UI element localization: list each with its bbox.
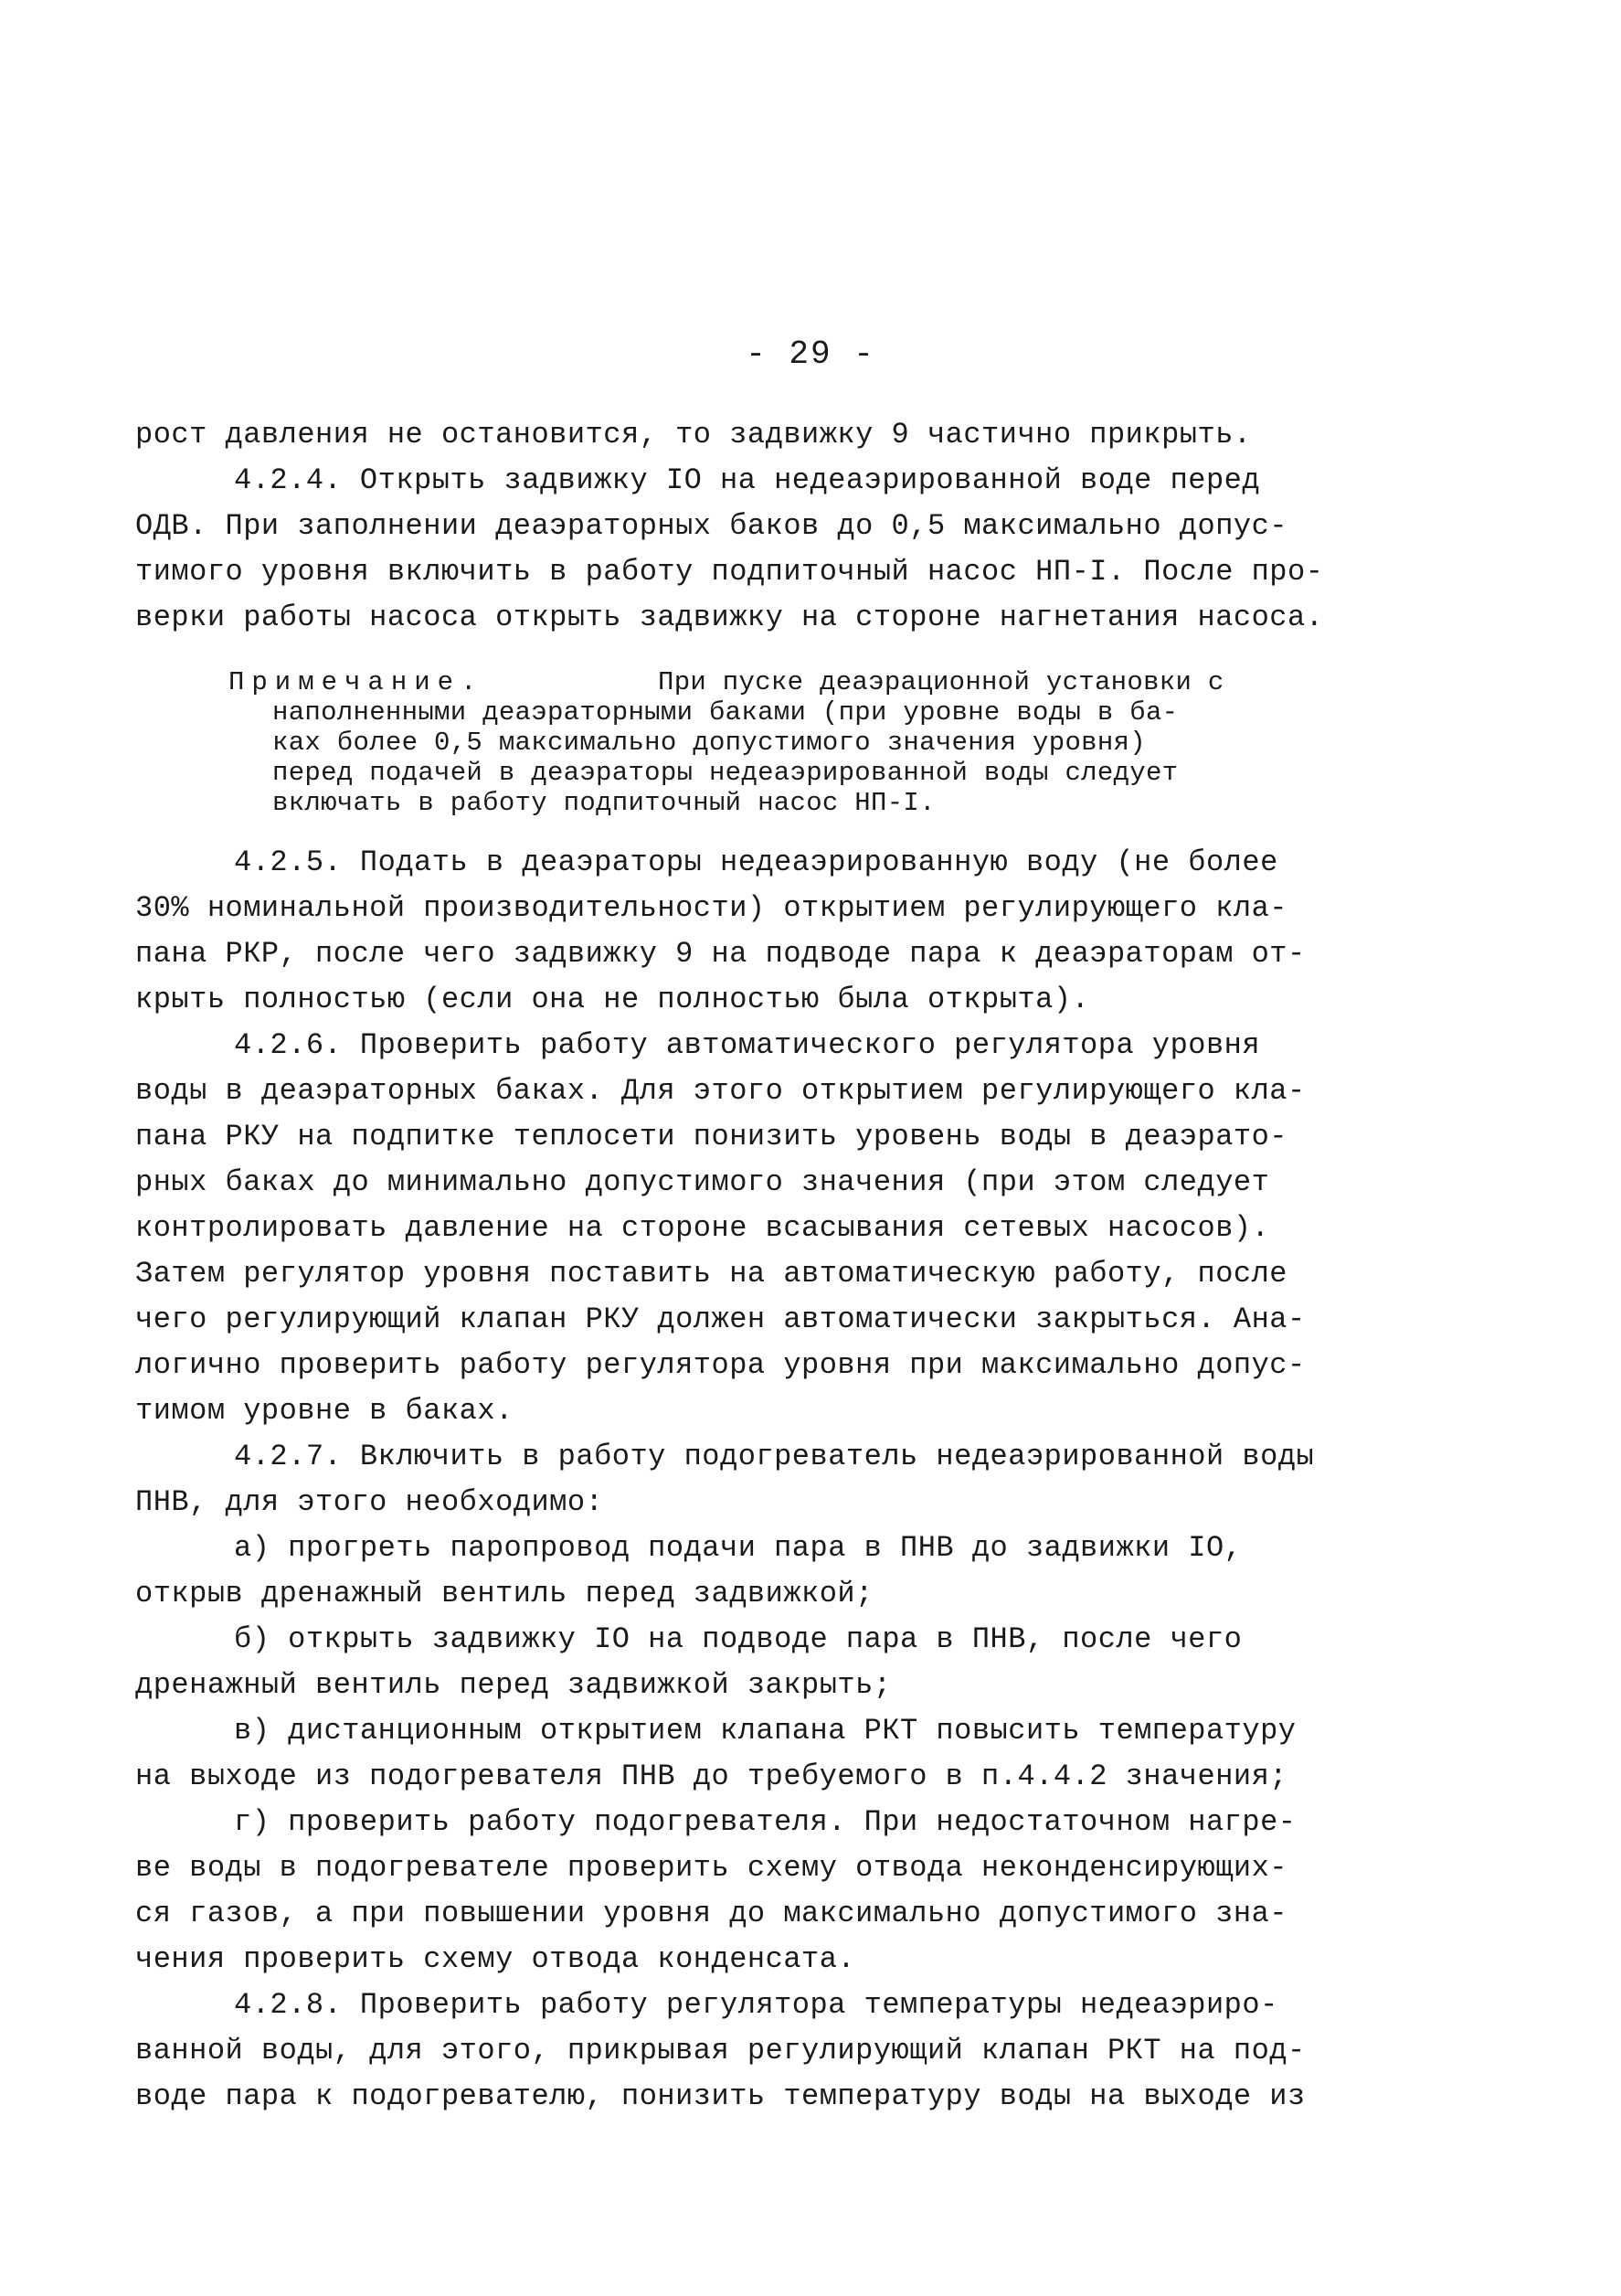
text-line: открыв дренажный вентиль перед задвижкой; <box>135 1577 874 1610</box>
text-line: пана РКР, после чего задвижку 9 на подводе пара к деаэраторам от- <box>135 937 1306 971</box>
text-line: логично проверить работу регулятора уровня при максимально допус- <box>135 1348 1306 1382</box>
text-line: ванной воды, для этого, прикрывая регулирующий клапан РКТ на под- <box>135 2034 1306 2067</box>
text-line: а) прогреть паропровод подачи пара в ПНВ до задвижки IO, <box>234 1531 1243 1565</box>
text-line: крыть полностью (если она не полностью была открыта). <box>135 983 1090 1016</box>
text-line: пана РКУ на подпитке теплосети понизить уровень воды в деаэрато- <box>135 1120 1287 1153</box>
page-number: - 29 - <box>746 335 875 373</box>
text-line: верки работы насоса открыть задвижку на стороне нагнетания насоса. <box>135 601 1324 634</box>
text-line: б) открыть задвижку IO на подводе пара в ПНВ, после чего <box>234 1622 1243 1656</box>
text-line: 30% номинальной производительности) открытием регулирующего кла- <box>135 891 1287 925</box>
text-line: 4.2.6. Проверить работу автоматического регулятора уровня <box>234 1028 1261 1062</box>
text-line: 4.2.4. Открыть задвижку IO на недеаэрированной воде перед <box>234 463 1261 497</box>
note-line: наполненными деаэраторными баками (при уровне воды в ба- <box>272 697 1179 728</box>
text-line: г) проверить работу подогревателя. При недостаточном нагре- <box>234 1805 1297 1839</box>
text-line: 4.2.5. Подать в деаэраторы недеаэрированную воду (не более <box>234 845 1278 879</box>
text-line: чего регулирующий клапан РКУ должен автоматически закрыться. Ана- <box>135 1302 1306 1336</box>
text-line: воды в деаэраторных баках. Для этого открытием регулирующего кла- <box>135 1074 1306 1108</box>
text-line: 4.2.7. Включить в работу подогреватель недеаэрированной воды <box>234 1440 1315 1473</box>
text-line: Затем регулятор уровня поставить на автоматическую работу, после <box>135 1257 1287 1291</box>
text-line: 4.2.8. Проверить работу регулятора температуры недеаэриро- <box>234 1988 1278 2022</box>
text-line: на выходе из подогревателя ПНВ до требуемого в п.4.4.2 значения; <box>135 1759 1287 1793</box>
text-line: воде пара к подогревателю, понизить температуру воды на выходе из <box>135 2079 1306 2113</box>
text-line: ся газов, а при повышении уровня до максимально допустимого зна- <box>135 1897 1287 1930</box>
text-line: ве воды в подогревателе проверить схему отвода неконденсирующих- <box>135 1851 1287 1885</box>
text-line: в) дистанционным открытием клапана РКТ повысить температуру <box>234 1714 1297 1748</box>
text-line: ОДВ. При заполнении деаэраторных баков до 0,5 максимально допус- <box>135 509 1287 543</box>
note-line: включать в работу подпиточный насос НП-I. <box>272 788 936 818</box>
text-line: контролировать давление на стороне всасывания сетевых насосов). <box>135 1211 1270 1245</box>
text-line: рных баках до минимально допустимого значения (при этом следует <box>135 1165 1270 1199</box>
text-line: рост давления не остановится, то задвижку 9 частично прикрыть. <box>135 418 1252 452</box>
note-line: перед подачей в деаэраторы недеаэрированной воды следует <box>272 758 1179 788</box>
text-line: дренажный вентиль перед задвижкой закрыть; <box>135 1668 892 1702</box>
note-line: ках более 0,5 максимально допустимого значения уровня) <box>272 728 1146 758</box>
note-line: При пуске деаэрационной установки с <box>658 667 1224 697</box>
text-line: ПНВ, для этого необходимо: <box>135 1485 604 1519</box>
text-line: тимого уровня включить в работу подпиточный насос НП-I. После про- <box>135 555 1324 589</box>
text-line: тимом уровне в баках. <box>135 1394 514 1428</box>
note-label: Примечание. <box>228 667 484 697</box>
text-line: чения проверить схему отвода конденсата. <box>135 1942 856 1976</box>
